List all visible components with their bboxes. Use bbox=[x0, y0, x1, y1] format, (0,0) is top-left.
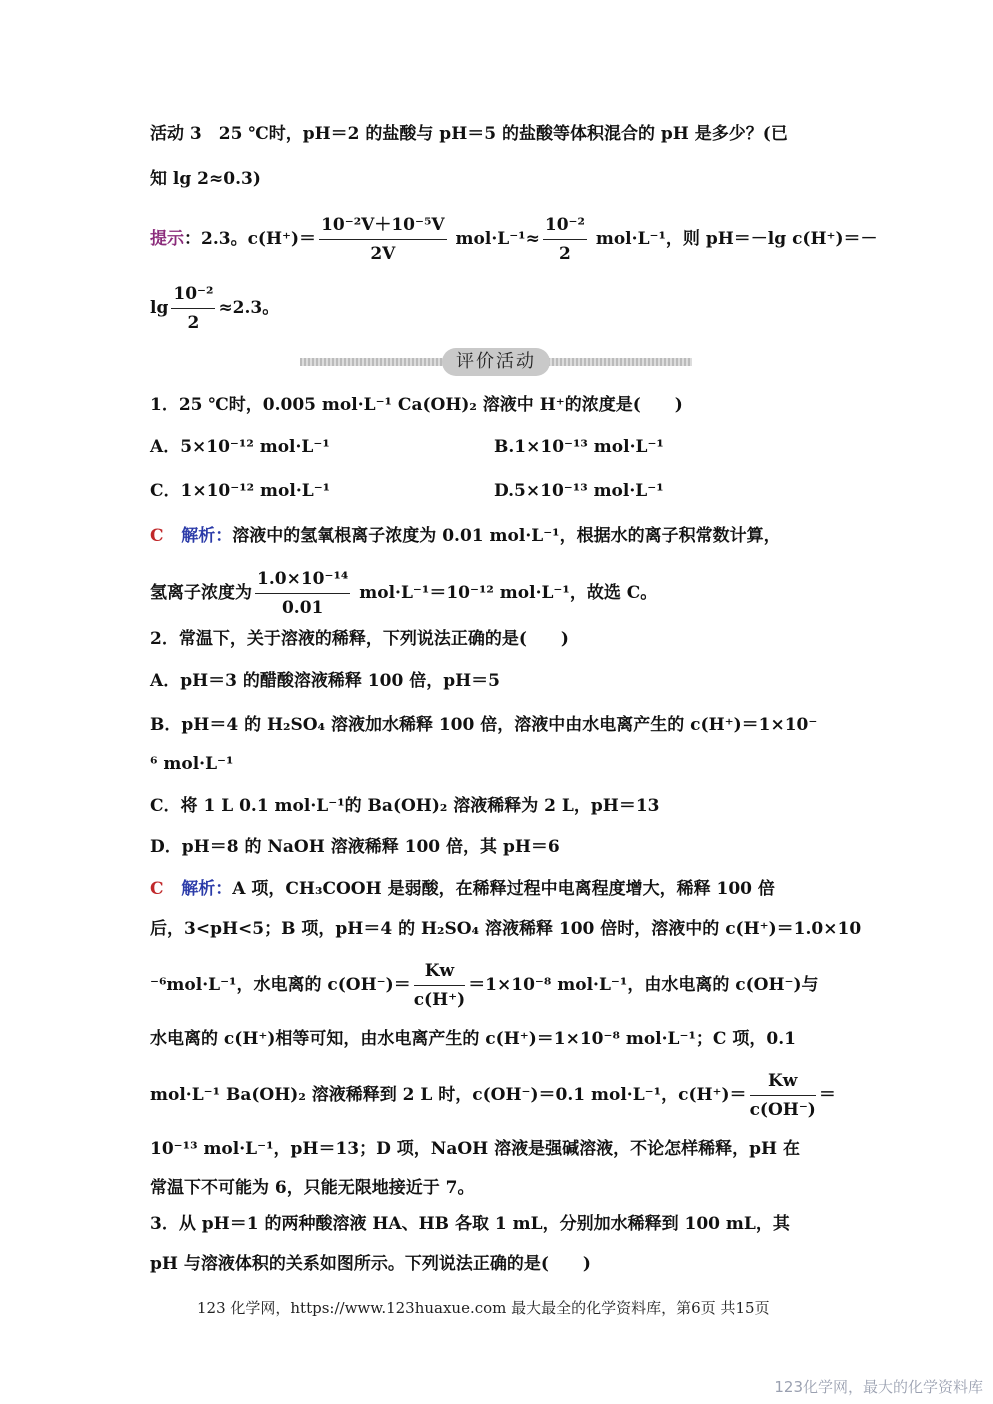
q1-option-a: A．5×10⁻¹² mol·L⁻¹ bbox=[150, 437, 330, 457]
hint-fraction-2 bbox=[543, 214, 587, 265]
q2-answer: C bbox=[150, 879, 164, 899]
q1-analysis-line1 bbox=[150, 525, 781, 547]
q2-analysis-line2: 后，3<pH<5；B 项，pH＝4 的 H₂SO₄ 溶液稀释 100 倍时，溶液中的 c(H⁺)＝1.0×10 bbox=[150, 919, 862, 939]
q2-stem: 2．常温下，关于溶液的稀释，下列说法正确的是( ) bbox=[150, 629, 569, 649]
q3-stem-line1: 3．从 pH＝1 的两种酸溶液 HA、HB 各取 1 mL，分别加水稀释到 100 mL，其 bbox=[150, 1214, 790, 1234]
hint-text-d-post: ≈2.3。 bbox=[218, 298, 280, 318]
q2-frac2-den: c(OH⁻) bbox=[749, 1100, 816, 1120]
page-footer: 123 化学网，https://www.123huaxue.com 最大最全的化学资料库，第6页 共15页 bbox=[197, 1299, 770, 1317]
hint-frac1-num: 10⁻²V＋10⁻⁵V bbox=[319, 214, 447, 240]
q1-answer: C bbox=[150, 526, 164, 546]
q2-option-c: C．将 1 L 0.1 mol·L⁻¹的 Ba(OH)₂ 溶液稀释为 2 L，pH＝13 bbox=[150, 796, 660, 816]
hint-text-d-pre: lg bbox=[150, 298, 169, 318]
q1-stem: 1．25 ℃时，0.005 mol·L⁻¹ Ca(OH)₂ 溶液中 H⁺的浓度是( ) bbox=[150, 395, 683, 415]
q1-frac-num: 1.0×10⁻¹⁴ bbox=[255, 568, 350, 594]
q1-analysis-pre: 氢离子浓度为 bbox=[150, 583, 252, 603]
hint-text-b: mol·L⁻¹≈ bbox=[455, 229, 540, 249]
q1-fraction bbox=[255, 568, 350, 619]
q2-option-b-line1: B．pH＝4 的 H₂SO₄ 溶液加水稀释 100 倍，溶液中由水电离产生的 c(H⁺)＝1×10⁻ bbox=[150, 715, 818, 735]
q2-j3-post: ＝1×10⁻⁸ mol·L⁻¹，由水电离的 c(OH⁻)与 bbox=[468, 975, 819, 995]
hint-frac2-num: 10⁻² bbox=[543, 214, 587, 240]
q1-option-c: C．1×10⁻¹² mol·L⁻¹ bbox=[150, 481, 331, 501]
q2-frac1-num: Kw bbox=[414, 960, 465, 986]
hint-frac1-den: 2V bbox=[370, 244, 396, 264]
q2-analysis-line7: 常温下不可能为 6，只能无限地接近于 7。 bbox=[150, 1178, 475, 1198]
q1-analysis-post: mol·L⁻¹＝10⁻¹² mol·L⁻¹，故选 C。 bbox=[359, 583, 658, 603]
q2-option-b-line2: ⁶ mol·L⁻¹ bbox=[150, 754, 234, 774]
section-divider bbox=[300, 350, 692, 374]
activity3-line2: 知 lg 2≈0.3) bbox=[150, 169, 261, 189]
hint-frac3-num: 10⁻² bbox=[171, 283, 215, 309]
q2-j3-pre: ⁻⁶mol·L⁻¹，水电离的 c(OH⁻)＝ bbox=[150, 975, 411, 995]
q2-analysis-line5 bbox=[150, 1070, 836, 1121]
hint-text-a: ：2.3。c(H⁺)＝ bbox=[184, 229, 317, 249]
q1-analysis-label: 解析： bbox=[181, 526, 233, 546]
q2-option-a: A．pH＝3 的醋酸溶液稀释 100 倍，pH＝5 bbox=[150, 671, 500, 691]
activity3-line1: 活动 3 25 ℃时，pH＝2 的盐酸与 pH＝5 的盐酸等体积混合的 pH 是多少？(已 bbox=[150, 124, 788, 144]
q2-analysis-line4: 水电离的 c(H⁺)相等可知，由水电离产生的 c(H⁺)＝1×10⁻⁸ mol·L⁻¹；C 项，0.1 bbox=[150, 1029, 796, 1049]
hint-fraction-3 bbox=[171, 283, 215, 334]
q1-analysis-line2 bbox=[150, 568, 657, 619]
q2-j5-pre: mol·L⁻¹ Ba(OH)₂ 溶液稀释到 2 L 时，c(OH⁻)＝0.1 mol·L⁻¹，c(H⁺)＝ bbox=[150, 1085, 747, 1105]
q1-frac-den: 0.01 bbox=[281, 598, 324, 618]
q1-option-d: D.5×10⁻¹³ mol·L⁻¹ bbox=[494, 481, 664, 501]
section-title: 评价活动 bbox=[442, 348, 550, 376]
q2-fraction-kw-h bbox=[414, 960, 465, 1011]
q2-frac1-den: c(H⁺) bbox=[413, 990, 466, 1010]
watermark: 123化学网，最大的化学资料库 bbox=[774, 1378, 983, 1396]
hint-text-c: mol·L⁻¹，则 pH＝－lg c(H⁺)＝－ bbox=[595, 229, 878, 249]
q2-analysis-line6: 10⁻¹³ mol·L⁻¹，pH＝13；D 项，NaOH 溶液是强碱溶液，不论怎样稀释，pH 在 bbox=[150, 1139, 800, 1159]
q2-fraction-kw-oh bbox=[750, 1070, 816, 1121]
q2-analysis-line3 bbox=[150, 960, 819, 1011]
q1-analysis-text: 溶液中的氢氧根离子浓度为 0.01 mol·L⁻¹，根据水的离子积常数计算， bbox=[232, 526, 781, 546]
q1-option-b: B.1×10⁻¹³ mol·L⁻¹ bbox=[494, 437, 664, 457]
q3-stem-line2: pH 与溶液体积的关系如图所示。下列说法正确的是( ) bbox=[150, 1254, 591, 1274]
hint-label: 提示 bbox=[150, 229, 184, 249]
hint-frac2-den: 2 bbox=[558, 244, 571, 264]
hint-line-2 bbox=[150, 283, 279, 334]
hint-frac3-den: 2 bbox=[187, 313, 200, 333]
hint-line bbox=[150, 214, 878, 265]
q2-j5-post: ＝ bbox=[818, 1085, 836, 1105]
q2-analysis-label: 解析： bbox=[181, 879, 233, 899]
q2-analysis-j1: A 项，CH₃COOH 是弱酸，在稀释过程中电离程度增大，稀释 100 倍 bbox=[232, 879, 775, 899]
q2-analysis-line1 bbox=[150, 878, 775, 900]
q2-option-d: D．pH＝8 的 NaOH 溶液稀释 100 倍，其 pH＝6 bbox=[150, 837, 560, 857]
hint-fraction-1 bbox=[319, 214, 447, 265]
q2-frac2-num: Kw bbox=[750, 1070, 816, 1096]
